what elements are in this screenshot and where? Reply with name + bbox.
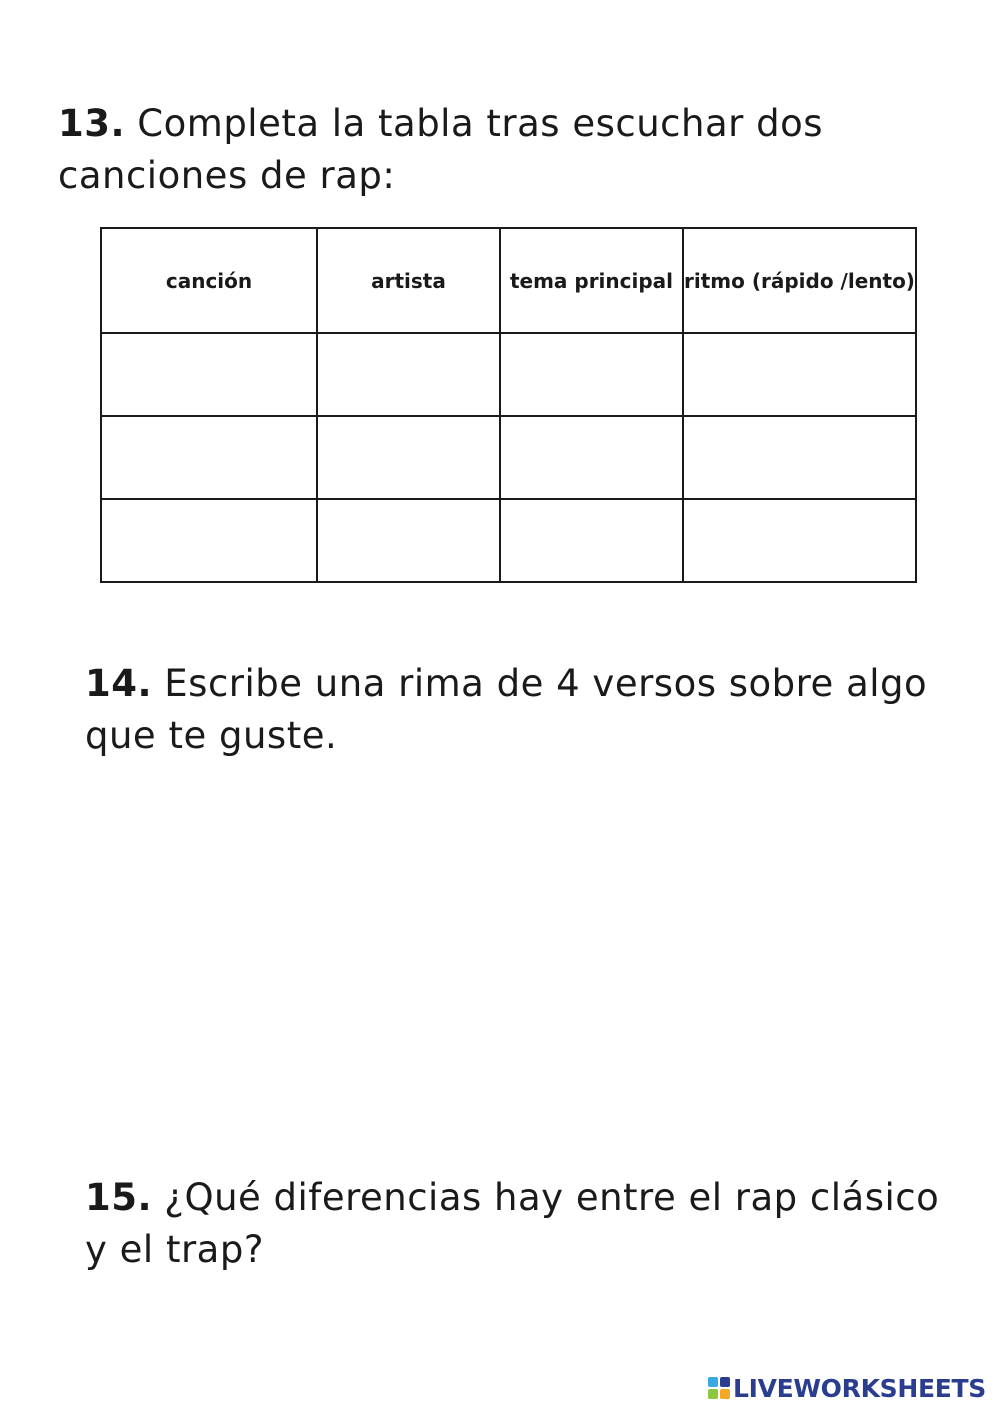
header-tema-principal: tema principal bbox=[500, 228, 683, 333]
table-cell[interactable] bbox=[683, 499, 916, 582]
table-cell[interactable] bbox=[317, 499, 500, 582]
table-row bbox=[101, 416, 916, 499]
table-row bbox=[101, 499, 916, 582]
answer-area-15[interactable] bbox=[85, 1284, 915, 1364]
liveworksheets-logo-icon bbox=[708, 1377, 730, 1399]
header-artista: artista bbox=[317, 228, 500, 333]
answer-area-14[interactable] bbox=[85, 770, 915, 1150]
table-cell[interactable] bbox=[500, 499, 683, 582]
table-cell[interactable] bbox=[500, 333, 683, 416]
table-cell[interactable] bbox=[101, 499, 317, 582]
question-15-number: 15. bbox=[85, 1176, 153, 1219]
table-cell[interactable] bbox=[683, 333, 916, 416]
header-cancion: canción bbox=[101, 228, 317, 333]
table-row bbox=[101, 333, 916, 416]
answer-table bbox=[100, 227, 917, 583]
table-cell[interactable] bbox=[500, 416, 683, 499]
question-13 bbox=[58, 98, 918, 202]
liveworksheets-logo-text: LIVEWORKSHEETS bbox=[732, 1373, 986, 1403]
table-cell[interactable] bbox=[101, 416, 317, 499]
question-14-number: 14. bbox=[85, 662, 153, 705]
table-cell[interactable] bbox=[683, 416, 916, 499]
question-15 bbox=[85, 1172, 945, 1276]
question-13-text: Completa la tabla tras escuchar dos canciones de rap: bbox=[58, 102, 823, 197]
table-cell[interactable] bbox=[101, 333, 317, 416]
question-15-text: ¿Qué diferencias hay entre el rap clásico y el trap? bbox=[85, 1176, 940, 1271]
question-14 bbox=[85, 658, 945, 762]
table-header-row bbox=[101, 228, 916, 333]
question-13-number: 13. bbox=[58, 102, 126, 145]
header-ritmo: ritmo (rápido /lento) bbox=[683, 228, 916, 333]
table-cell[interactable] bbox=[317, 333, 500, 416]
liveworksheets-logo bbox=[708, 1370, 986, 1406]
table-cell[interactable] bbox=[317, 416, 500, 499]
question-14-text: Escribe una rima de 4 versos sobre algo que te guste. bbox=[85, 662, 928, 757]
